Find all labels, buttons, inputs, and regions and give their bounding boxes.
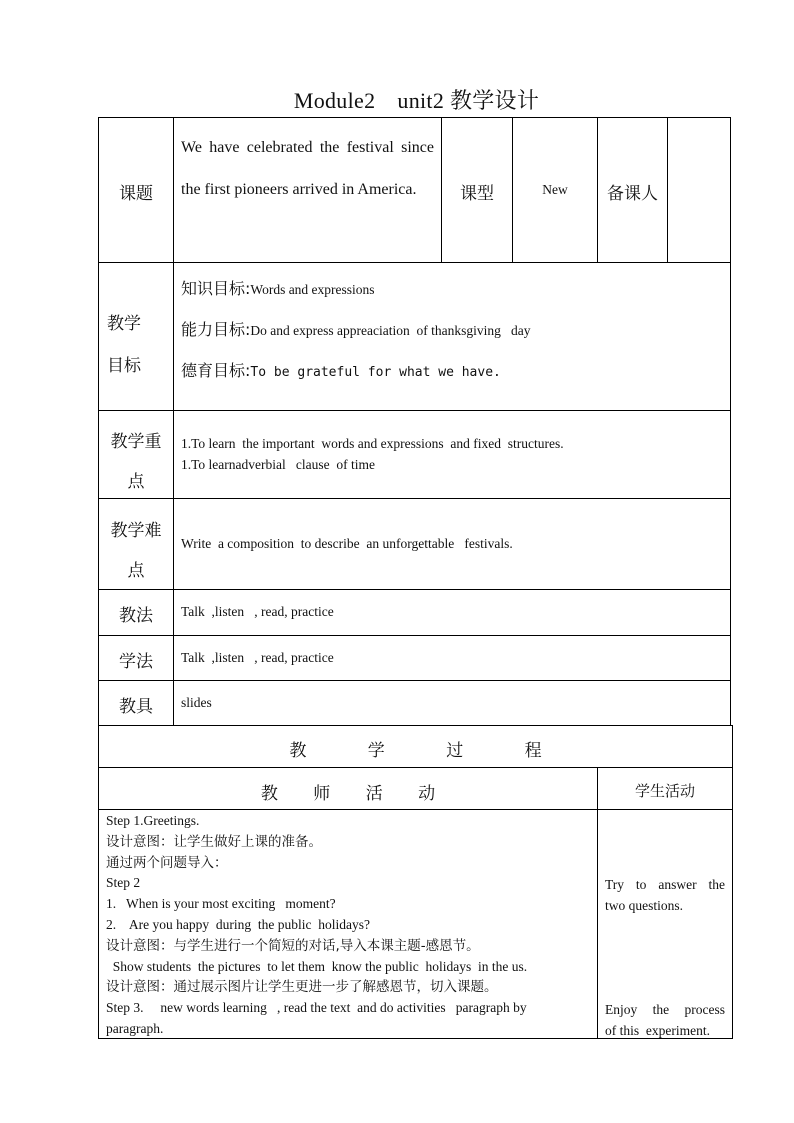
process-line: Step 3. new words learning , read the text and do activities paragraph by	[106, 1000, 527, 1016]
learning-text: Talk ,listen , read, practice	[181, 650, 334, 665]
student-note-2-line2: of this experiment.	[605, 1023, 710, 1038]
knowledge-objective-label: 知识目标:	[181, 279, 251, 298]
moral-objective	[181, 358, 501, 381]
process-line: Show students the pictures to let them know the public holidays in the us.	[106, 958, 528, 974]
knowledge-objective-text: Words and expressions	[250, 282, 375, 297]
learning-label: 学法	[119, 652, 153, 672]
tools-text: slides	[181, 695, 212, 710]
title-unit: unit2	[397, 88, 445, 113]
topic-text: We have celebrated the festival since the first pioneers arrived in America.	[181, 139, 434, 198]
ability-objective	[181, 317, 530, 340]
student-note-2	[605, 999, 725, 1041]
key-points-label: 教学重点	[110, 432, 162, 492]
key-point-2: 1.To learnadverbial clause of time	[181, 457, 375, 472]
difficulties-text: Write a composition to describe an unforgettable festivals.	[181, 536, 513, 551]
teacher-activity-content	[106, 811, 590, 1040]
method-label: 教法	[119, 606, 153, 626]
difficulties-label: 教学难点	[110, 521, 162, 581]
moral-objective-text: To be grateful for what we have.	[250, 365, 501, 380]
objectives-label: 教学目标	[107, 314, 141, 376]
tools-label: 教具	[119, 697, 153, 717]
type-value: New	[542, 182, 568, 197]
title-module: Module2	[293, 88, 376, 113]
process-heading: 教 学 过 程	[289, 741, 542, 761]
key-point-1: 1.To learn the important words and expressions and fixed structures.	[181, 436, 564, 451]
process-line: Step 2	[106, 875, 141, 891]
process-line: 通过两个问题导入：	[106, 854, 228, 871]
process-line: 2. Are you happy during the public holidays?	[106, 916, 370, 932]
document-title	[0, 84, 794, 115]
ability-objective-text: Do and express appreaciation of thanksgiving day	[250, 323, 531, 338]
title-suffix: 教学设计	[449, 89, 540, 114]
student-note-2-line1: Enjoy the process	[605, 1002, 725, 1017]
student-activity-heading: 学生活动	[634, 782, 695, 800]
knowledge-objective	[181, 276, 375, 299]
method-text: Talk ,listen , read, practice	[181, 604, 334, 619]
topic-label: 课题	[119, 184, 153, 204]
ability-objective-label: 能力目标:	[181, 320, 251, 339]
process-line: 设计意图：与学生进行一个简短的对话,导入本课主题-感恩节。	[106, 937, 480, 954]
process-line: 设计意图：让学生做好上课的准备。	[106, 833, 322, 850]
student-note-1	[605, 874, 725, 916]
preparer-label: 备课人	[607, 184, 658, 204]
type-label: 课型	[460, 184, 494, 204]
process-line: paragraph.	[106, 1020, 164, 1036]
process-line: 设计意图：通过展示图片让学生更进一步了解感恩节，切入课题。	[106, 979, 498, 996]
moral-objective-label: 德育目标:	[181, 361, 251, 380]
teacher-activity-heading: 教 师 活 动	[260, 784, 436, 804]
student-note-1-line1: Try to answer the	[605, 877, 725, 892]
process-line: 1. When is your most exciting moment?	[106, 896, 336, 912]
process-line: Step 1.Greetings.	[106, 813, 200, 828]
student-note-1-line2: two questions.	[605, 898, 684, 913]
